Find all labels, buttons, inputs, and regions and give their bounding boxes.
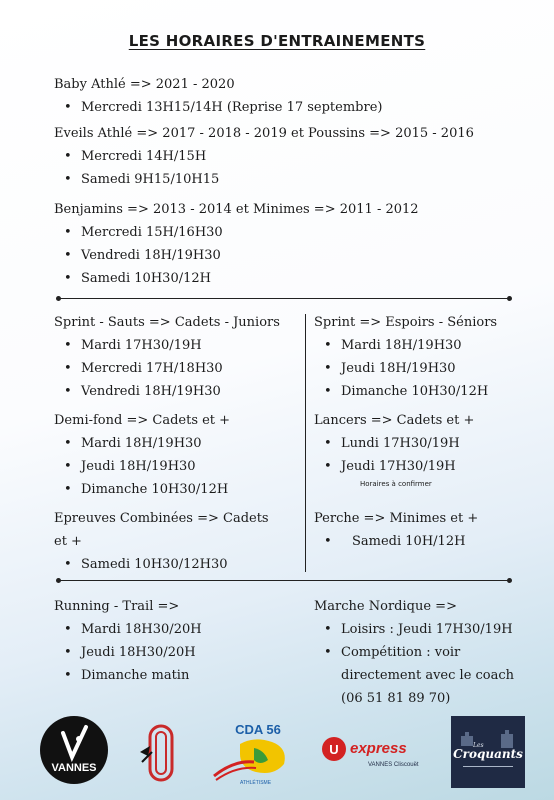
schedule-item: • Vendredi 18H/19H30 — [54, 244, 419, 267]
schedule-note: Horaires à confirmer — [360, 480, 432, 488]
schedule-item: • Loisirs : Jeudi 17H30/19H — [314, 618, 514, 641]
group-heading: Eveils Athlé => 2017 - 2018 - 2019 et Poussins => 2015 - 2016 — [54, 126, 474, 141]
group-heading: Perche => Minimes et + — [314, 511, 479, 526]
schedule-item: • Jeudi 18H30/20H — [54, 641, 202, 664]
section-benjamins-minimes — [54, 198, 419, 290]
divider — [58, 298, 510, 299]
schedule-item: • Samedi 10H/12H — [314, 530, 478, 553]
schedule-item: • Mardi 17H30/19H — [54, 334, 280, 357]
section-demi-fond — [54, 409, 230, 501]
schedule-item: • Compétition : voir — [314, 641, 514, 664]
schedule-item: • Mercredi 17H/18H30 — [54, 357, 280, 380]
section-perche — [314, 507, 478, 553]
group-heading: Benjamins => 2013 - 2014 et Minimes => 2011 - 2012 — [54, 202, 419, 217]
u-express-name: express — [350, 740, 407, 757]
schedule-item: • Dimanche 10H30/12H — [314, 380, 497, 403]
schedule-item-continued: directement avec le coach — [341, 668, 515, 683]
group-heading: Baby Athlé => 2021 - 2020 — [54, 77, 235, 92]
u-express-logo — [320, 735, 426, 771]
section-sprint-sauts — [54, 311, 280, 403]
vannes-logo-text: VANNES — [51, 762, 97, 774]
vannes-logo — [39, 715, 109, 785]
schedule-item: • Vendredi 18H/19H30 — [54, 380, 280, 403]
section-marche-nordique — [314, 595, 514, 710]
schedule-item: • Mardi 18H/19H30 — [54, 432, 230, 455]
u-express-location: VANNES Cliscouët — [368, 762, 419, 768]
cda56-logo-title: CDA 56 — [235, 722, 281, 737]
croquants-logo-prefix: Les — [473, 742, 484, 749]
schedule-item: • Samedi 10H30/12H30 — [54, 553, 269, 576]
section-running-trail — [54, 595, 202, 687]
group-heading: Marche Nordique => — [314, 599, 457, 614]
group-heading: Sprint => Espoirs - Séniors — [314, 315, 498, 330]
group-heading: Lancers => Cadets et + — [314, 413, 475, 428]
schedule-item: • Samedi 10H30/12H — [54, 267, 419, 290]
schedule-item: • Mardi 18H30/20H — [54, 618, 202, 641]
section-eveils-athle — [54, 122, 474, 191]
croquants-logo — [451, 716, 525, 788]
u-express-u: U — [329, 742, 339, 757]
schedule-item: • Jeudi 18H/19H30 — [314, 357, 497, 380]
section-sprint-espoirs — [314, 311, 497, 403]
croquants-logo-text: Croquants — [453, 747, 523, 761]
schedule-item: • Lundi 17H30/19H — [314, 432, 474, 455]
cda56-logo — [210, 720, 302, 786]
section-lancers — [314, 409, 474, 490]
group-heading-continued: et + — [54, 534, 82, 549]
schedule-item: • Mercredi 13H15/14H (Reprise 17 septembre) — [54, 96, 382, 119]
section-baby-athle — [54, 73, 382, 119]
schedule-item: • Dimanche matin — [54, 664, 202, 687]
phone-number: (06 51 81 89 70) — [341, 691, 451, 706]
page-title: LES HORAIRES D'ENTRAINEMENTS — [128, 32, 426, 50]
schedule-item: • Mercredi 14H/15H — [54, 145, 474, 168]
track-logo — [138, 722, 182, 784]
schedule-item: • Samedi 9H15/10H15 — [54, 168, 474, 191]
section-epreuves-combinees — [54, 507, 269, 576]
schedule-item: • Jeudi 17H30/19H — [314, 455, 474, 478]
column-divider — [305, 314, 306, 572]
divider — [58, 580, 510, 581]
group-heading: Running - Trail => — [54, 599, 180, 614]
schedule-item: • Mercredi 15H/16H30 — [54, 221, 419, 244]
schedule-item: • Mardi 18H/19H30 — [314, 334, 497, 357]
schedule-item: • Dimanche 10H30/12H — [54, 478, 230, 501]
cda56-logo-sub: ATHLÉTISME — [240, 780, 272, 786]
group-heading: Demi-fond => Cadets et + — [54, 413, 231, 428]
schedule-item: • Jeudi 18H/19H30 — [54, 455, 230, 478]
group-heading: Sprint - Sauts => Cadets - Juniors — [54, 315, 280, 330]
group-heading: Epreuves Combinées => Cadets — [54, 511, 269, 526]
